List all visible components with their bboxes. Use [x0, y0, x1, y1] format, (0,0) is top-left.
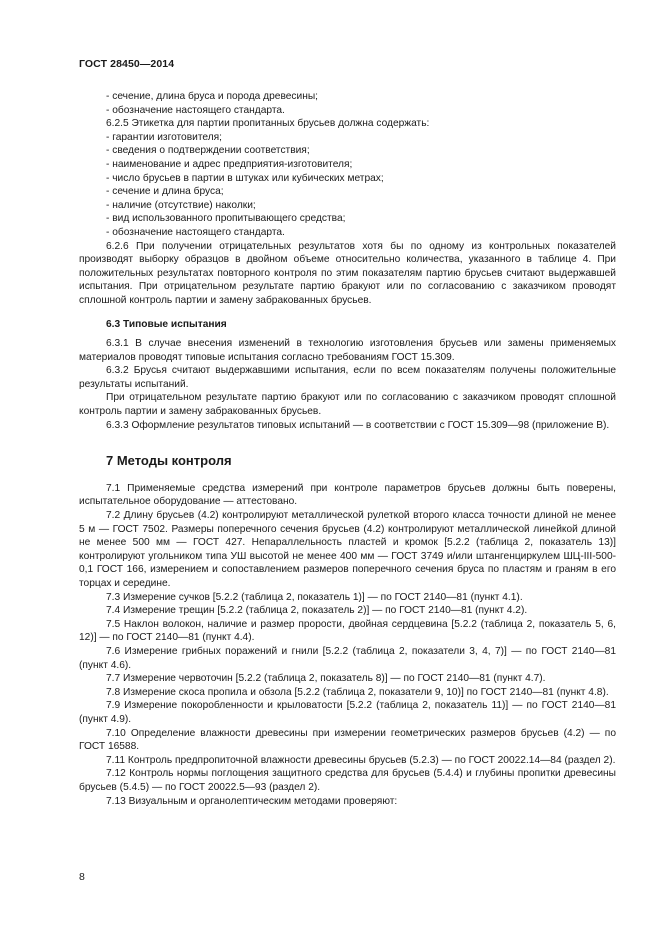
paragraph-6-2-6: 6.2.6 При получении отрицательных результатов хотя бы по одному из контрольных показателей производят выборку образцов в двойном объеме относительно количества, указанного в таблице 4. При положительных результатах повторного контроля по этим показателям партию брусьев считают выдержавшей испытания. При отрицательном результате партию бракуют или по согласованию с заказчиком проводят сплошной контроль партии и замену забракованных брусьев.: [79, 240, 616, 306]
paragraph-7-4: 7.4 Измерение трещин [5.2.2 (таблица 2, показатель 2)] — по ГОСТ 2140—81 (пункт 4.2).: [106, 605, 528, 617]
paragraph-7-9: 7.9 Измерение покоробленности и крыловатости [5.2.2 (таблица 2, показатель 11)] — по ГОСТ 2140—81 (пункт 4.9).: [79, 700, 616, 725]
list-item: - обозначение настоящего стандарта.: [106, 226, 285, 238]
paragraph-7-13: 7.13 Визуальным и органолептическим методами проверяют:: [106, 795, 398, 807]
paragraph-6-3-1: 6.3.1 В случае внесения изменений в технологию изготовления брусьев или замены применяемых материалов проводят типовые испытания согласно требованиям ГОСТ 15.309.: [79, 338, 616, 363]
section-heading-7: 7 Методы контроля: [106, 453, 232, 469]
paragraph-7-11: 7.11 Контроль предпропиточной влажности древесины брусьев (5.2.3) — по ГОСТ 20022.14—84 (раздел 2).: [106, 754, 616, 766]
document-code-header: ГОСТ 28450—2014: [79, 58, 175, 70]
paragraph-7-8: 7.8 Измерение скоса пропила и обзола [5.2.2 (таблица 2, показатели 9, 10)] по ГОСТ 2140—81 (пункт 4.8).: [106, 686, 609, 698]
paragraph-6-3-2-continued: При отрицательном результате партию бракуют или по согласованию с заказчиком проводят сплошной контроль партии и замену забракованных брусьев.: [79, 392, 616, 418]
paragraph-6-3-3: 6.3.3 Оформление результатов типовых испытаний — в соответствии с ГОСТ 15.309—98 (приложение В).: [106, 419, 610, 431]
paragraph-6-3-2: 6.3.2 Брусья считают выдержавшими испытания, если по всем показателям получены положительные результаты испытаний.: [79, 365, 616, 390]
list-item: - наименование и адрес предприятия-изготовителя;: [106, 158, 353, 170]
paragraph-7-2: 7.2 Длину брусьев (4.2) контролируют металлической рулеткой второго класса точности длиной не менее 5 м — ГОСТ 7502. Размеры поперечного сечения брусьев (4.2) контролируют металлической линейкой длиной не менее 500 мм — ГОСТ 427. Непараллельность пластей и кромок [5.2.2 (таблица 2, показатель 13)] контролируют угольником типа УШ высотой не менее 400 мм — ГОСТ 3749 и/или штангенциркулем ШЦ-III-500-0,1 ГОСТ 166, измерением и сопоставлением размеров поперечного сечения бруса по пластям и граням в его торцах и середине.: [79, 510, 616, 589]
list-item: - сечение, длина бруса и порода древесины;: [106, 91, 318, 102]
paragraph-7-1: 7.1 Применяемые средства измерений при контроле параметров брусьев должны быть поверены, испытательное оборудование — аттестовано.: [79, 482, 616, 508]
paragraph-7-3: 7.3 Измерение сучков [5.2.2 (таблица 2, показатель 1)] — по ГОСТ 2140—81 (пункт 4.1).: [106, 591, 523, 603]
section-heading-6-3: 6.3 Типовые испытания: [106, 318, 227, 330]
list-item: - число брусьев в партии в штуках или кубических метрах;: [106, 172, 384, 184]
paragraph-7-6: 7.6 Измерение грибных поражений и гнили [5.2.2 (таблица 2, показатели 3, 4, 7)] — по ГОСТ 2140—81 (пункт 4.6).: [79, 645, 616, 671]
list-item: - сведения о подтверждении соответствия;: [106, 145, 310, 157]
list-item: - наличие (отсутствие) наколки;: [106, 199, 256, 211]
list-item: - обозначение настоящего стандарта.: [106, 104, 285, 116]
paragraph-6-2-5: 6.2.5 Этикетка для партии пропитанных брусьев должна содержать:: [106, 118, 430, 130]
paragraph-7-5: 7.5 Наклон волокон, наличие и размер прорости, двойная сердцевина [5.2.2 (таблица 2, показатель 5, 6, 12)] — по ГОСТ 2140—81 (пункт 4.4).: [79, 618, 616, 644]
paragraph-7-7: 7.7 Измерение червоточин [5.2.2 (таблица 2, показатель 8)] — по ГОСТ 2140—81 (пункт 4.7).: [106, 673, 546, 685]
list-item: - вид использованного пропитывающего средства;: [106, 213, 346, 225]
list-item: - гарантии изготовителя;: [106, 131, 223, 143]
list-item: - сечение и длина бруса;: [106, 186, 224, 198]
page-number: 8: [79, 871, 85, 883]
paragraph-7-10: 7.10 Определение влажности древесины при измерении геометрических размеров брусьев (4.2) — по ГОСТ 16588.: [79, 727, 616, 753]
paragraph-7-12: 7.12 Контроль нормы поглощения защитного средства для брусьев (5.4.4) и глубины пропитки древесины брусьев (5.4.5) — по ГОСТ 20022.5—93 (раздел 2).: [79, 768, 616, 793]
document-body: [79, 90, 616, 808]
